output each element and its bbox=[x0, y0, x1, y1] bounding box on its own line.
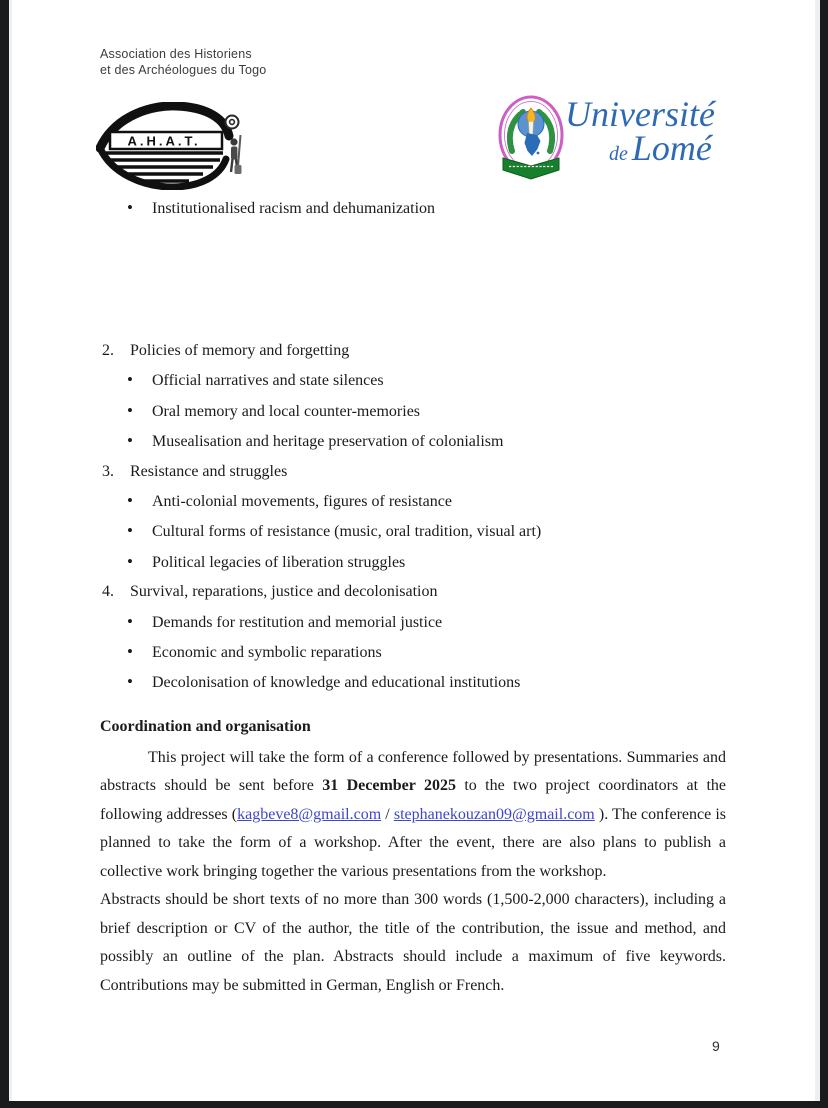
bullet-item bbox=[102, 426, 742, 456]
bullet-icon bbox=[127, 607, 152, 637]
bullet-text: Official narratives and state silences bbox=[152, 372, 384, 390]
bullet-item bbox=[102, 547, 742, 577]
bullet-text: Cultural forms of resistance (music, oral tradition, visual art) bbox=[152, 523, 542, 541]
item-number: 3. bbox=[102, 462, 114, 480]
organisation-name bbox=[100, 46, 266, 78]
bullet-icon bbox=[127, 637, 152, 667]
bullet-item bbox=[102, 365, 742, 395]
bullet-item bbox=[102, 516, 742, 546]
university-de: de bbox=[609, 143, 628, 165]
screen-edge-right bbox=[820, 0, 828, 1108]
bullet-icon bbox=[127, 667, 152, 697]
bullet-text: Demands for restitution and memorial justice bbox=[152, 613, 443, 631]
topics-outline bbox=[102, 336, 742, 698]
document-page bbox=[12, 0, 815, 1101]
bullet-text: Anti-colonial movements, figures of resistance bbox=[152, 493, 452, 511]
numbered-item-4 bbox=[102, 577, 742, 606]
bullet-item bbox=[102, 667, 742, 697]
university-city: Lomé bbox=[631, 128, 712, 168]
bullet-icon bbox=[127, 486, 152, 516]
bullet-text: Institutionalised racism and dehumanization bbox=[152, 200, 436, 217]
screen-edge-bottom bbox=[0, 1101, 828, 1108]
ahat-logo bbox=[96, 102, 246, 195]
item-title: Survival, reparations, justice and decolonisation bbox=[130, 583, 438, 601]
item-number: 2. bbox=[102, 342, 114, 359]
screen-edge-left bbox=[0, 0, 9, 1108]
page-number: 9 bbox=[712, 1038, 720, 1054]
bullet-text: Economic and symbolic reparations bbox=[152, 644, 382, 662]
email-link-kagbeve[interactable]: kagbeve8@gmail.com bbox=[237, 805, 382, 823]
universite-lome-wordmark bbox=[565, 94, 765, 169]
organisation-name-line2: et des Archéologues du Togo bbox=[100, 63, 267, 77]
bullet-icon bbox=[127, 396, 152, 426]
item-number: 4. bbox=[102, 583, 114, 601]
paragraph-text: to the two project coordinators at the following addresses ( bbox=[100, 777, 727, 823]
body-text bbox=[100, 744, 726, 1000]
bullet-item bbox=[102, 637, 742, 667]
bullet-item bbox=[102, 396, 742, 426]
bullet-icon bbox=[127, 547, 152, 577]
page-shadow-right bbox=[815, 0, 820, 1101]
coordination-paragraph bbox=[100, 744, 726, 886]
ahat-logo-text: A.H.A.T. bbox=[127, 133, 201, 149]
paragraph-text: / bbox=[381, 805, 394, 823]
deadline-date: 31 December 2025 bbox=[322, 777, 456, 795]
bullet-icon bbox=[127, 365, 152, 395]
bullet-item bbox=[102, 486, 742, 516]
paragraph-text: ). The conference is planned to take the form of a workshop. After the event, there are also plans to publish a collective work bringing together the various presentations from the workshop. bbox=[100, 805, 726, 880]
ahat-eye-icon bbox=[96, 102, 246, 190]
university-name: Université bbox=[565, 94, 715, 134]
ahat-figure-icon bbox=[230, 135, 241, 174]
item-title: Policies of memory and forgetting bbox=[130, 342, 350, 359]
bullet-text: Musealisation and heritage preservation of colonialism bbox=[152, 433, 504, 451]
numbered-item-3 bbox=[102, 457, 742, 486]
universite-lome-seal-icon bbox=[497, 95, 565, 183]
universite-lome-emblem bbox=[497, 95, 565, 188]
bullet-text: Decolonisation of knowledge and educational institutions bbox=[152, 674, 521, 692]
topic-bullet-intro bbox=[102, 193, 662, 223]
paragraph-text: This project will take the form of a conference followed by presentations. Summaries and abstracts should be sent before bbox=[100, 749, 726, 795]
abstracts-paragraph: Abstracts should be short texts of no more than 300 words (1,500-2,000 characters), including a brief description or CV of the author, the title of the contribution, the issue and method, and possibly an outline of the plan. Abstracts should include a maximum of five keywords. Contributions may be submitted in German, English or French. bbox=[100, 891, 726, 994]
bullet-icon bbox=[127, 193, 152, 223]
numbered-item-2 bbox=[102, 336, 742, 365]
bullet-icon bbox=[127, 426, 152, 456]
organisation-name-line1: Association des Historiens bbox=[100, 47, 252, 61]
section-heading: Coordination and organisation bbox=[100, 718, 311, 735]
item-title: Resistance and struggles bbox=[130, 462, 288, 480]
bullet-icon bbox=[127, 516, 152, 546]
bullet-text: Oral memory and local counter-memories bbox=[152, 402, 421, 420]
bullet-text: Political legacies of liberation struggles bbox=[152, 553, 406, 571]
bullet-item bbox=[102, 607, 742, 637]
email-link-stephanekouzan[interactable]: stephanekouzan09@gmail.com bbox=[393, 805, 595, 823]
